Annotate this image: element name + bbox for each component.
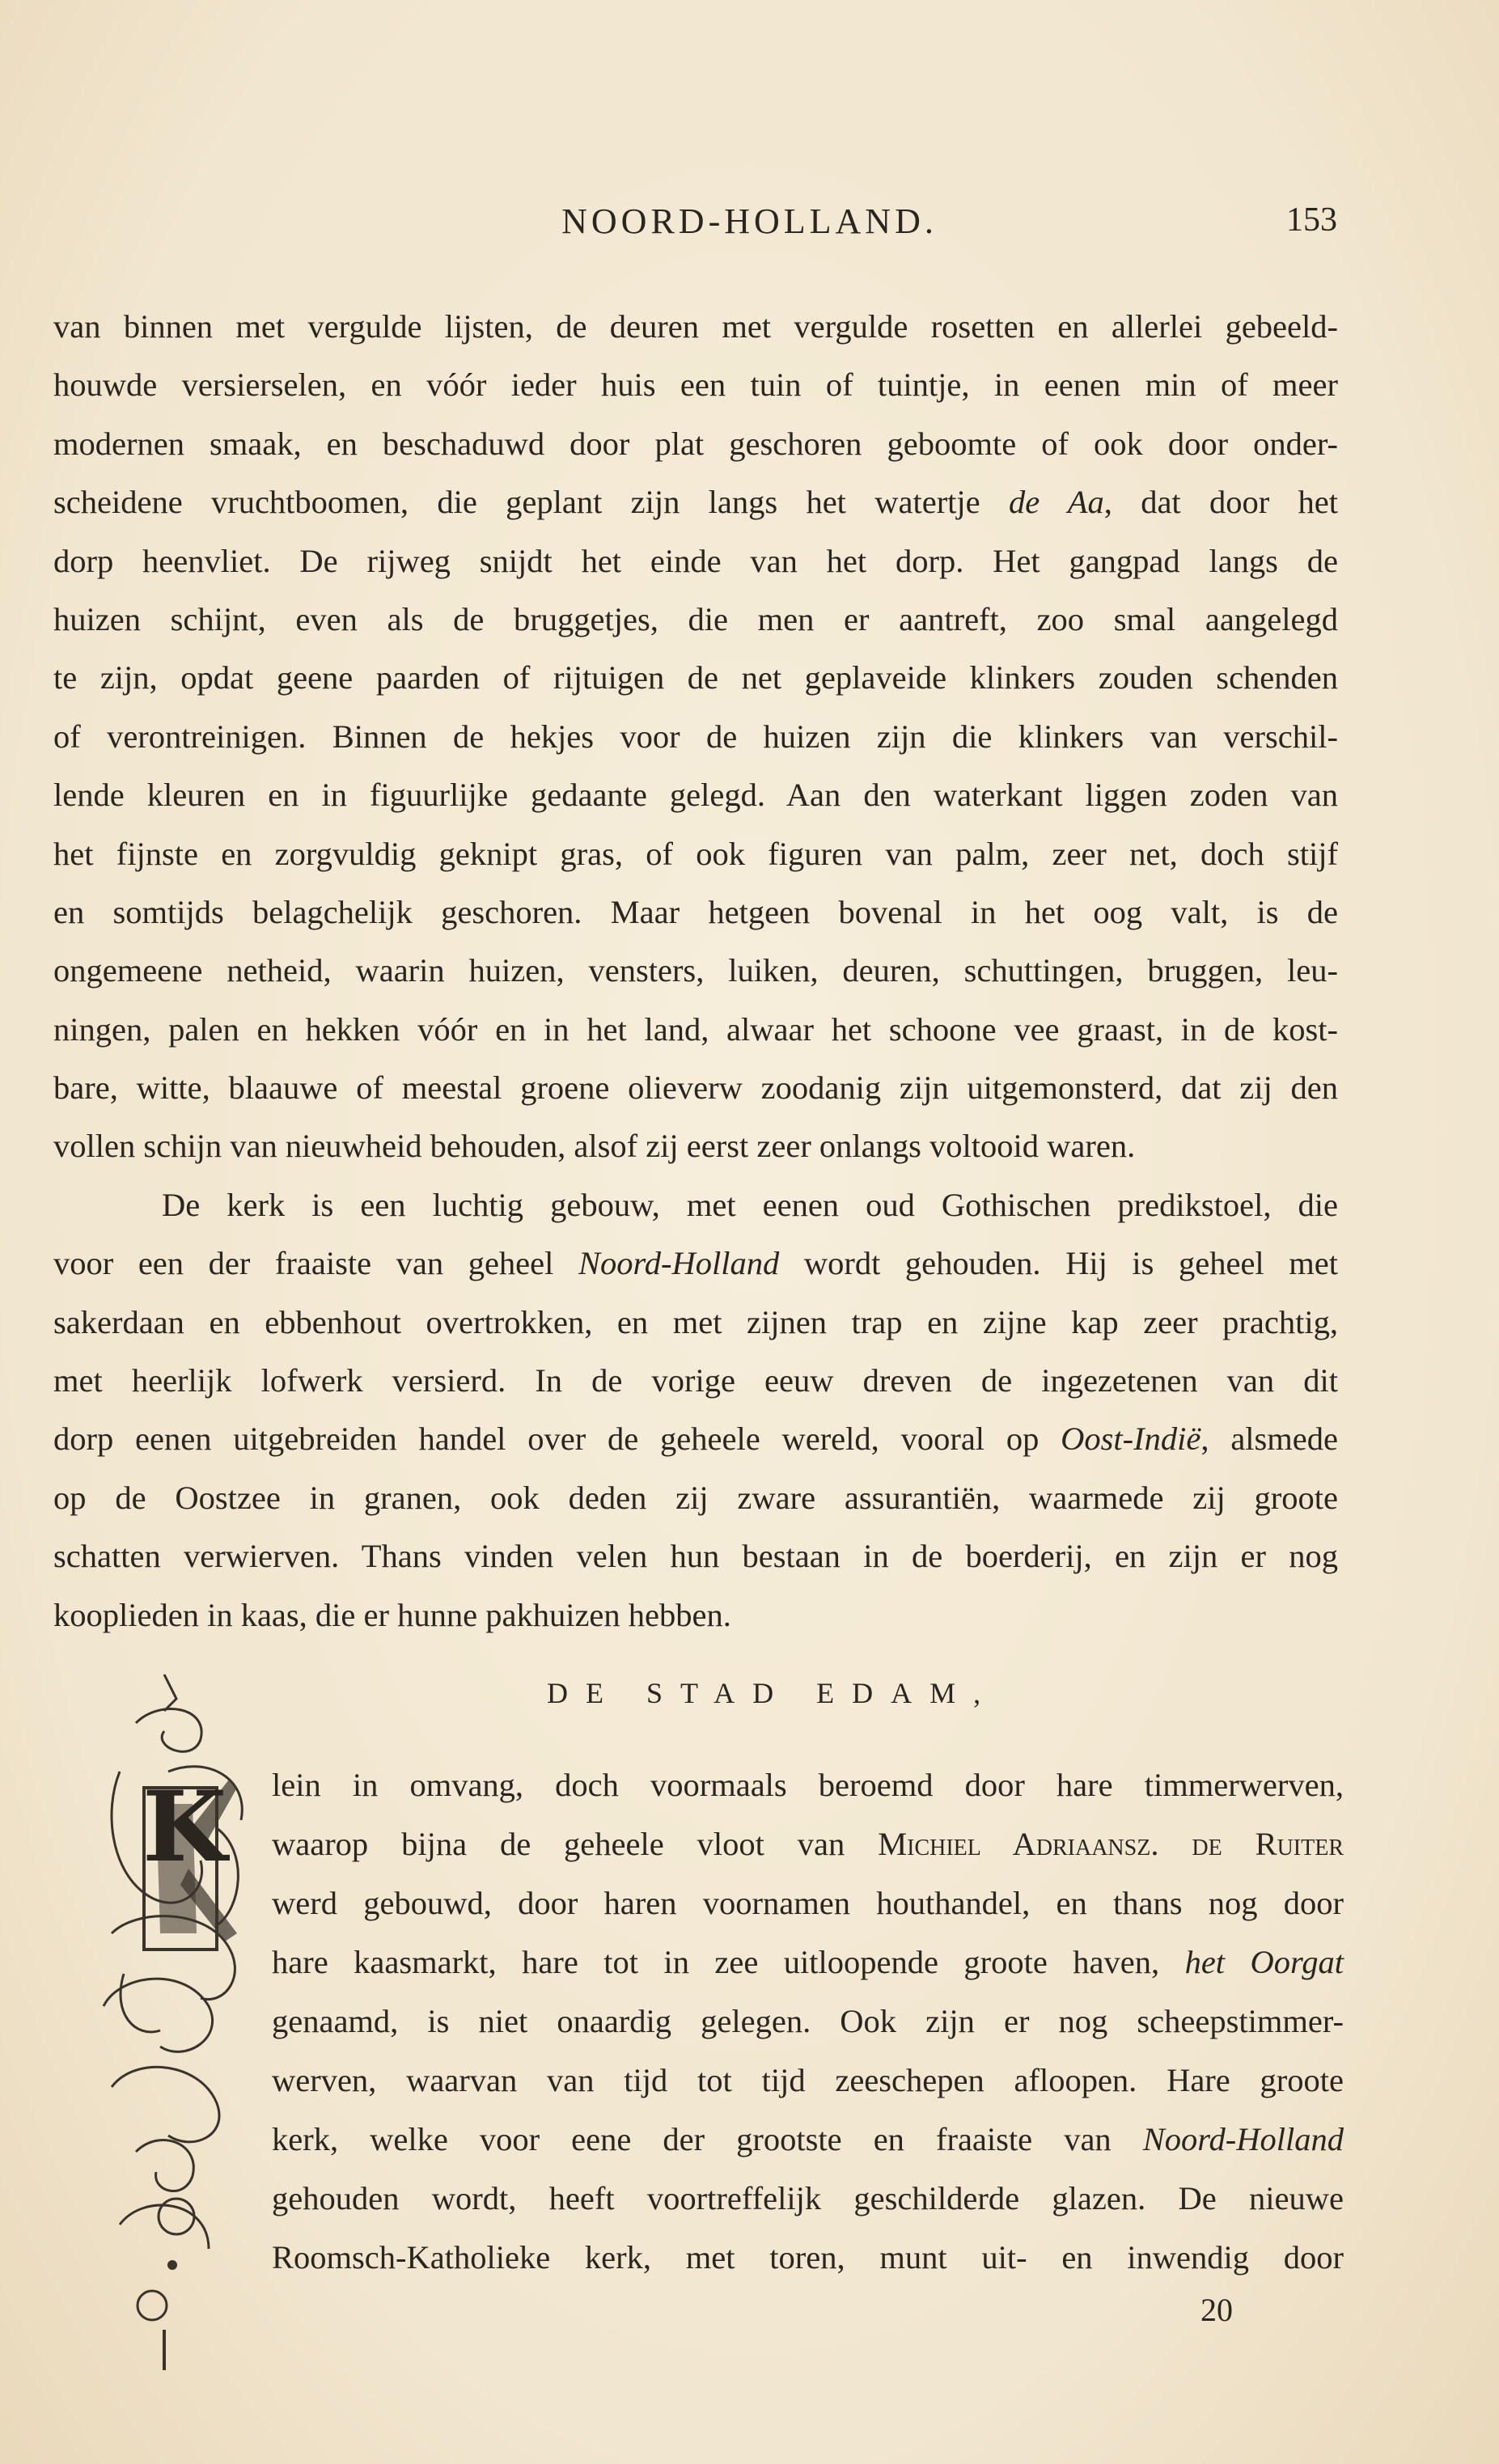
text-line: huizen schijnt, even als de bruggetjes, die men er aantreft, zoo smal aangelegd bbox=[53, 600, 1338, 637]
italic-place-name: de Aa bbox=[1008, 484, 1104, 521]
section-text bbox=[272, 1755, 1344, 2287]
text-line: kooplieden in kaas, die er hunne pakhuizen hebben. bbox=[53, 1596, 731, 1633]
text-line bbox=[53, 1234, 1338, 1293]
text-line: De kerk is een luchtig gebouw, met eenen oud Gothischen predikstoel, die bbox=[162, 1186, 1338, 1223]
text-span: wordt gehouden. Hij is geheel met bbox=[803, 1245, 1338, 1282]
text-line: van binnen met vergulde lijsten, de deuren met vergulde rosetten en allerlei gebeeld- bbox=[53, 308, 1338, 345]
main-text bbox=[53, 298, 1338, 1645]
text-line: het fijnste en zorgvuldig geknipt gras, of ook figuren van palm, zeer net, doch stijf bbox=[53, 835, 1338, 872]
ornamental-initial-k bbox=[87, 1666, 265, 2378]
text-line: bare, witte, blaauwe of meestal groene olieverw zoodanig zijn uitgemonsterd, dat zij den bbox=[53, 1069, 1338, 1107]
italic-place-name: Noord-Holland bbox=[1142, 2121, 1344, 2157]
text-line: modernen smaak, en beschaduwd door plat geschoren geboomte of ook door onder- bbox=[53, 425, 1338, 462]
italic-place-name: Noord-Holland bbox=[578, 1245, 780, 1282]
text-line: lende kleuren en in figuurlijke gedaante gelegd. Aan den waterkant liggen zoden van bbox=[53, 777, 1338, 814]
person-name: Michiel Adriaansz. de Ruiter bbox=[878, 1826, 1344, 1862]
text-line: vollen schijn van nieuwheid behouden, alsof zij eerst zeer onlangs voltooid waren. bbox=[53, 1128, 1136, 1165]
text-line bbox=[53, 1410, 1338, 1468]
page-header bbox=[0, 201, 1499, 257]
text-line bbox=[272, 2110, 1344, 2169]
text-line: schatten verwierven. Thans vinden velen hun bestaan in de boerderij, en zijn er nog bbox=[53, 1538, 1338, 1575]
italic-place-name: het Oorgat bbox=[1184, 1944, 1344, 1980]
signature-mark: 20 bbox=[1200, 2292, 1233, 2328]
text-span: dorp eenen uitgebreiden handel over de geheele wereld, vooral op bbox=[53, 1420, 1040, 1458]
text-line: en somtijds belagchelijk geschoren. Maar hetgeen bovenal in het oog valt, is de bbox=[53, 893, 1338, 930]
text-line: houwde versierselen, en vóór ieder huis een tuin of tuintje, in eenen min of meer bbox=[53, 366, 1338, 404]
text-span: voor een der fraaiste van geheel bbox=[53, 1245, 554, 1282]
text-line: werd gebouwd, door haren voornamen houthandel, en thans nog door bbox=[272, 1885, 1344, 1921]
text-line: lein in omvang, doch voormaals beroemd door hare timmerwerven, bbox=[272, 1767, 1344, 1803]
text-span: , dat door het bbox=[1103, 484, 1339, 521]
section-title: DE STAD EDAM, bbox=[547, 1677, 999, 1709]
text-line: ongemeene netheid, waarin huizen, vensters, luiken, deuren, schuttingen, bruggen, leu- bbox=[53, 952, 1338, 989]
text-span: kerk, welke voor eene der grootste en fraaiste van bbox=[272, 2121, 1112, 2157]
text-line: ningen, palen en hekken vóór en in het land, alwaar het schoone vee graast, in de kost- bbox=[53, 1010, 1338, 1048]
text-line: of verontreinigen. Binnen de hekjes voor de huizen zijn die klinkers van verschil- bbox=[53, 718, 1338, 755]
text-line: te zijn, opdat geene paarden of rijtuigen de net geplaveide klinkers zouden schenden bbox=[53, 659, 1338, 696]
initial-letter: K bbox=[142, 1770, 227, 1884]
text-span: , alsmede bbox=[1200, 1420, 1339, 1458]
text-span: hare kaasmarkt, hare tot in zee uitloopende groote haven, bbox=[272, 1944, 1160, 1980]
text-line: genaamd, is niet onaardig gelegen. Ook zijn er nog scheepstimmer- bbox=[272, 2003, 1344, 2039]
text-line: Roomsch-Katholieke kerk, met toren, munt uit- en inwendig door bbox=[272, 2239, 1344, 2276]
text-line: op de Oostzee in granen, ook deden zij zware assurantiën, waarmede zij groote bbox=[53, 1479, 1338, 1516]
text-line: dorp heenvliet. De rijweg snijdt het einde van het dorp. Het gangpad langs de bbox=[53, 542, 1338, 579]
text-line bbox=[53, 473, 1338, 531]
text-span: scheidene vruchtboomen, die geplant zijn langs het watertje bbox=[53, 484, 980, 521]
running-head: NOORD-HOLLAND. bbox=[561, 201, 938, 241]
text-line bbox=[272, 1933, 1344, 1992]
text-line bbox=[272, 1814, 1344, 1873]
text-line: sakerdaan en ebbenhout overtrokken, en met zijnen trap en zijne kap zeer prachtig, bbox=[53, 1303, 1338, 1340]
text-span: waarop bijna de geheele vloot van bbox=[272, 1826, 845, 1862]
page-number: 153 bbox=[1286, 201, 1337, 239]
text-line: met heerlijk lofwerk versierd. In de vorige eeuw dreven de ingezetenen van dit bbox=[53, 1362, 1338, 1399]
italic-place-name: Oost-Indië bbox=[1061, 1420, 1201, 1458]
text-line: gehouden wordt, heeft voortreffelijk geschilderde glazen. De nieuwe bbox=[272, 2180, 1344, 2216]
text-line: werven, waarvan van tijd tot tijd zeeschepen afloopen. Hare groote bbox=[272, 2062, 1344, 2098]
